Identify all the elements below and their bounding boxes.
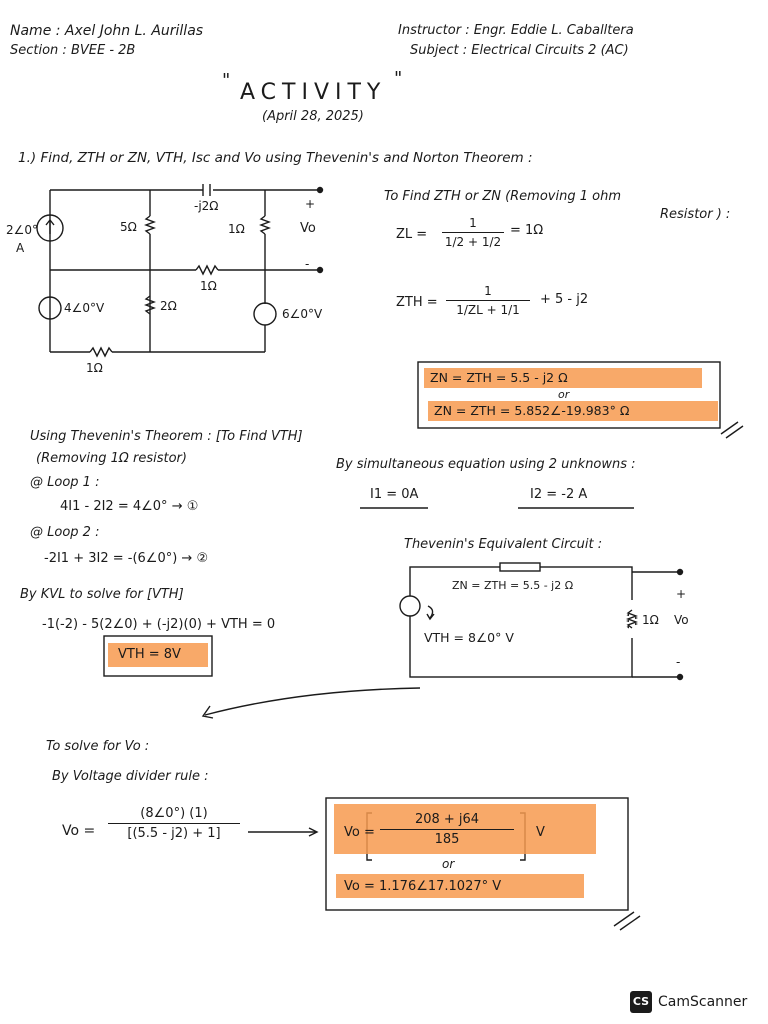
vo-minus: -: [305, 257, 310, 271]
kvl-heading: By KVL to solve for [VTH]: [20, 587, 184, 602]
equivalent-voltage: VTH = 8∠0° V: [424, 630, 514, 645]
zl-result: = 1Ω: [510, 223, 544, 238]
vo-fraction: [108, 806, 240, 841]
resistor-1-top-label: 1Ω: [228, 222, 245, 236]
vo-method: By Voltage divider rule :: [52, 769, 209, 784]
load-resistor-label: 1Ω: [642, 613, 659, 627]
problem-statement: 1.) Find, ZTH or ZN, VTH, Isc and Vo using Thevenin's and Norton Theorem :: [18, 150, 533, 166]
equivalent-heading: Thevenin's Equivalent Circuit :: [404, 537, 603, 552]
loop2-equation: -2I1 + 3I2 = -(6∠0°) → ②: [44, 551, 209, 566]
voltage-source-icon: [400, 596, 420, 616]
zth-fraction: [446, 284, 530, 317]
vo-denominator: [(5.5 - j2) + 1]: [127, 826, 221, 841]
zl-label: ZL =: [396, 227, 428, 242]
subject: Subject : Electrical Circuits 2 (AC): [410, 43, 629, 58]
zth-denominator: 1/ZL + 1/1: [456, 303, 520, 317]
camscanner-logo: CS: [630, 991, 652, 1013]
vo-box-denominator: 185: [434, 832, 460, 847]
arrow-to-vo: [205, 688, 420, 715]
current-source-value: 2∠0°: [6, 223, 39, 237]
vo-result: Vo = 1.176∠17.1027° V: [344, 879, 502, 894]
zth-result-polar: ZN = ZTH = 5.852∠-19.983° Ω: [434, 403, 630, 418]
student-name: Name : Axel John L. Aurillas: [10, 23, 204, 39]
kvl-equation: -1(-2) - 5(2∠0) + (-j2)(0) + VTH = 0: [42, 617, 276, 632]
zth-label: ZTH =: [396, 295, 438, 310]
vo-box-numerator: 208 + j64: [414, 812, 480, 827]
title-close-quote: ": [394, 68, 403, 89]
vo-numerator: (8∠0°) (1): [140, 806, 208, 821]
circuit-diagram: [37, 184, 323, 356]
zth-heading: To Find ZTH or ZN (Removing 1 ohm: [384, 189, 621, 204]
zth-result-rect: ZN = ZTH = 5.5 - j2 Ω: [430, 370, 568, 385]
voltage-source-6-label: 6∠0°V: [282, 307, 323, 321]
zl-numerator: 1: [469, 216, 477, 230]
simultaneous-heading: By simultaneous equation using 2 unknowns :: [336, 457, 636, 472]
loop1-equation: 4I1 - 2I2 = 4∠0° → ①: [60, 499, 199, 514]
resistor-1-bottom-label: 1Ω: [86, 361, 103, 375]
vth-heading-2: (Removing 1Ω resistor): [36, 451, 187, 466]
resistor-5-label: 5Ω: [120, 220, 137, 234]
zth-tail: + 5 - j2: [540, 292, 589, 307]
voltage-source-icon: [254, 303, 276, 325]
title-open-quote: ": [222, 70, 231, 91]
vo-box-fraction: [380, 812, 514, 847]
i2-value: I2 = -2 A: [530, 487, 588, 502]
voltage-source-4-label: 4∠0°V: [64, 301, 105, 315]
vo-or: or: [442, 857, 455, 871]
zth-heading-2: Resistor ) :: [660, 207, 731, 222]
loop2-label: @ Loop 2 :: [30, 525, 100, 540]
equivalent-vo-label: Vo: [674, 613, 689, 627]
zth-numerator: 1: [484, 284, 492, 298]
vo-box-unit: V: [536, 825, 545, 840]
current-source-unit: A: [16, 241, 25, 255]
resistor-1-mid-label: 1Ω: [200, 279, 217, 293]
equivalent-impedance: ZN = ZTH = 5.5 - j2 Ω: [452, 579, 574, 592]
vo-label: Vo: [300, 221, 316, 236]
vth-result: VTH = 8V: [118, 647, 181, 662]
zl-denominator: 1/2 + 1/2: [444, 235, 502, 249]
zl-fraction: [442, 216, 504, 249]
equivalent-minus: -: [676, 655, 681, 669]
section: Section : BVEE - 2B: [10, 43, 136, 58]
camscanner-brand: CamScanner: [658, 994, 748, 1010]
instructor: Instructor : Engr. Eddie L. Caballtera: [398, 23, 634, 38]
zth-or: or: [558, 388, 570, 401]
resistor-2-label: 2Ω: [160, 299, 177, 313]
page-title: ACTIVITY: [240, 80, 387, 105]
i1-value: I1 = 0A: [370, 487, 419, 502]
vo-plus: +: [305, 197, 316, 211]
loop1-label: @ Loop 1 :: [30, 475, 100, 490]
equivalent-plus: +: [676, 587, 687, 601]
vo-lhs: Vo =: [62, 823, 96, 839]
activity-date: (April 28, 2025): [262, 109, 364, 124]
vth-heading: Using Thevenin's Theorem : [To Find VTH]: [30, 429, 303, 444]
capacitor-label: -j2Ω: [194, 199, 219, 213]
vo-heading: To solve for Vo :: [46, 739, 150, 754]
vo-box-lhs: Vo =: [344, 825, 375, 840]
